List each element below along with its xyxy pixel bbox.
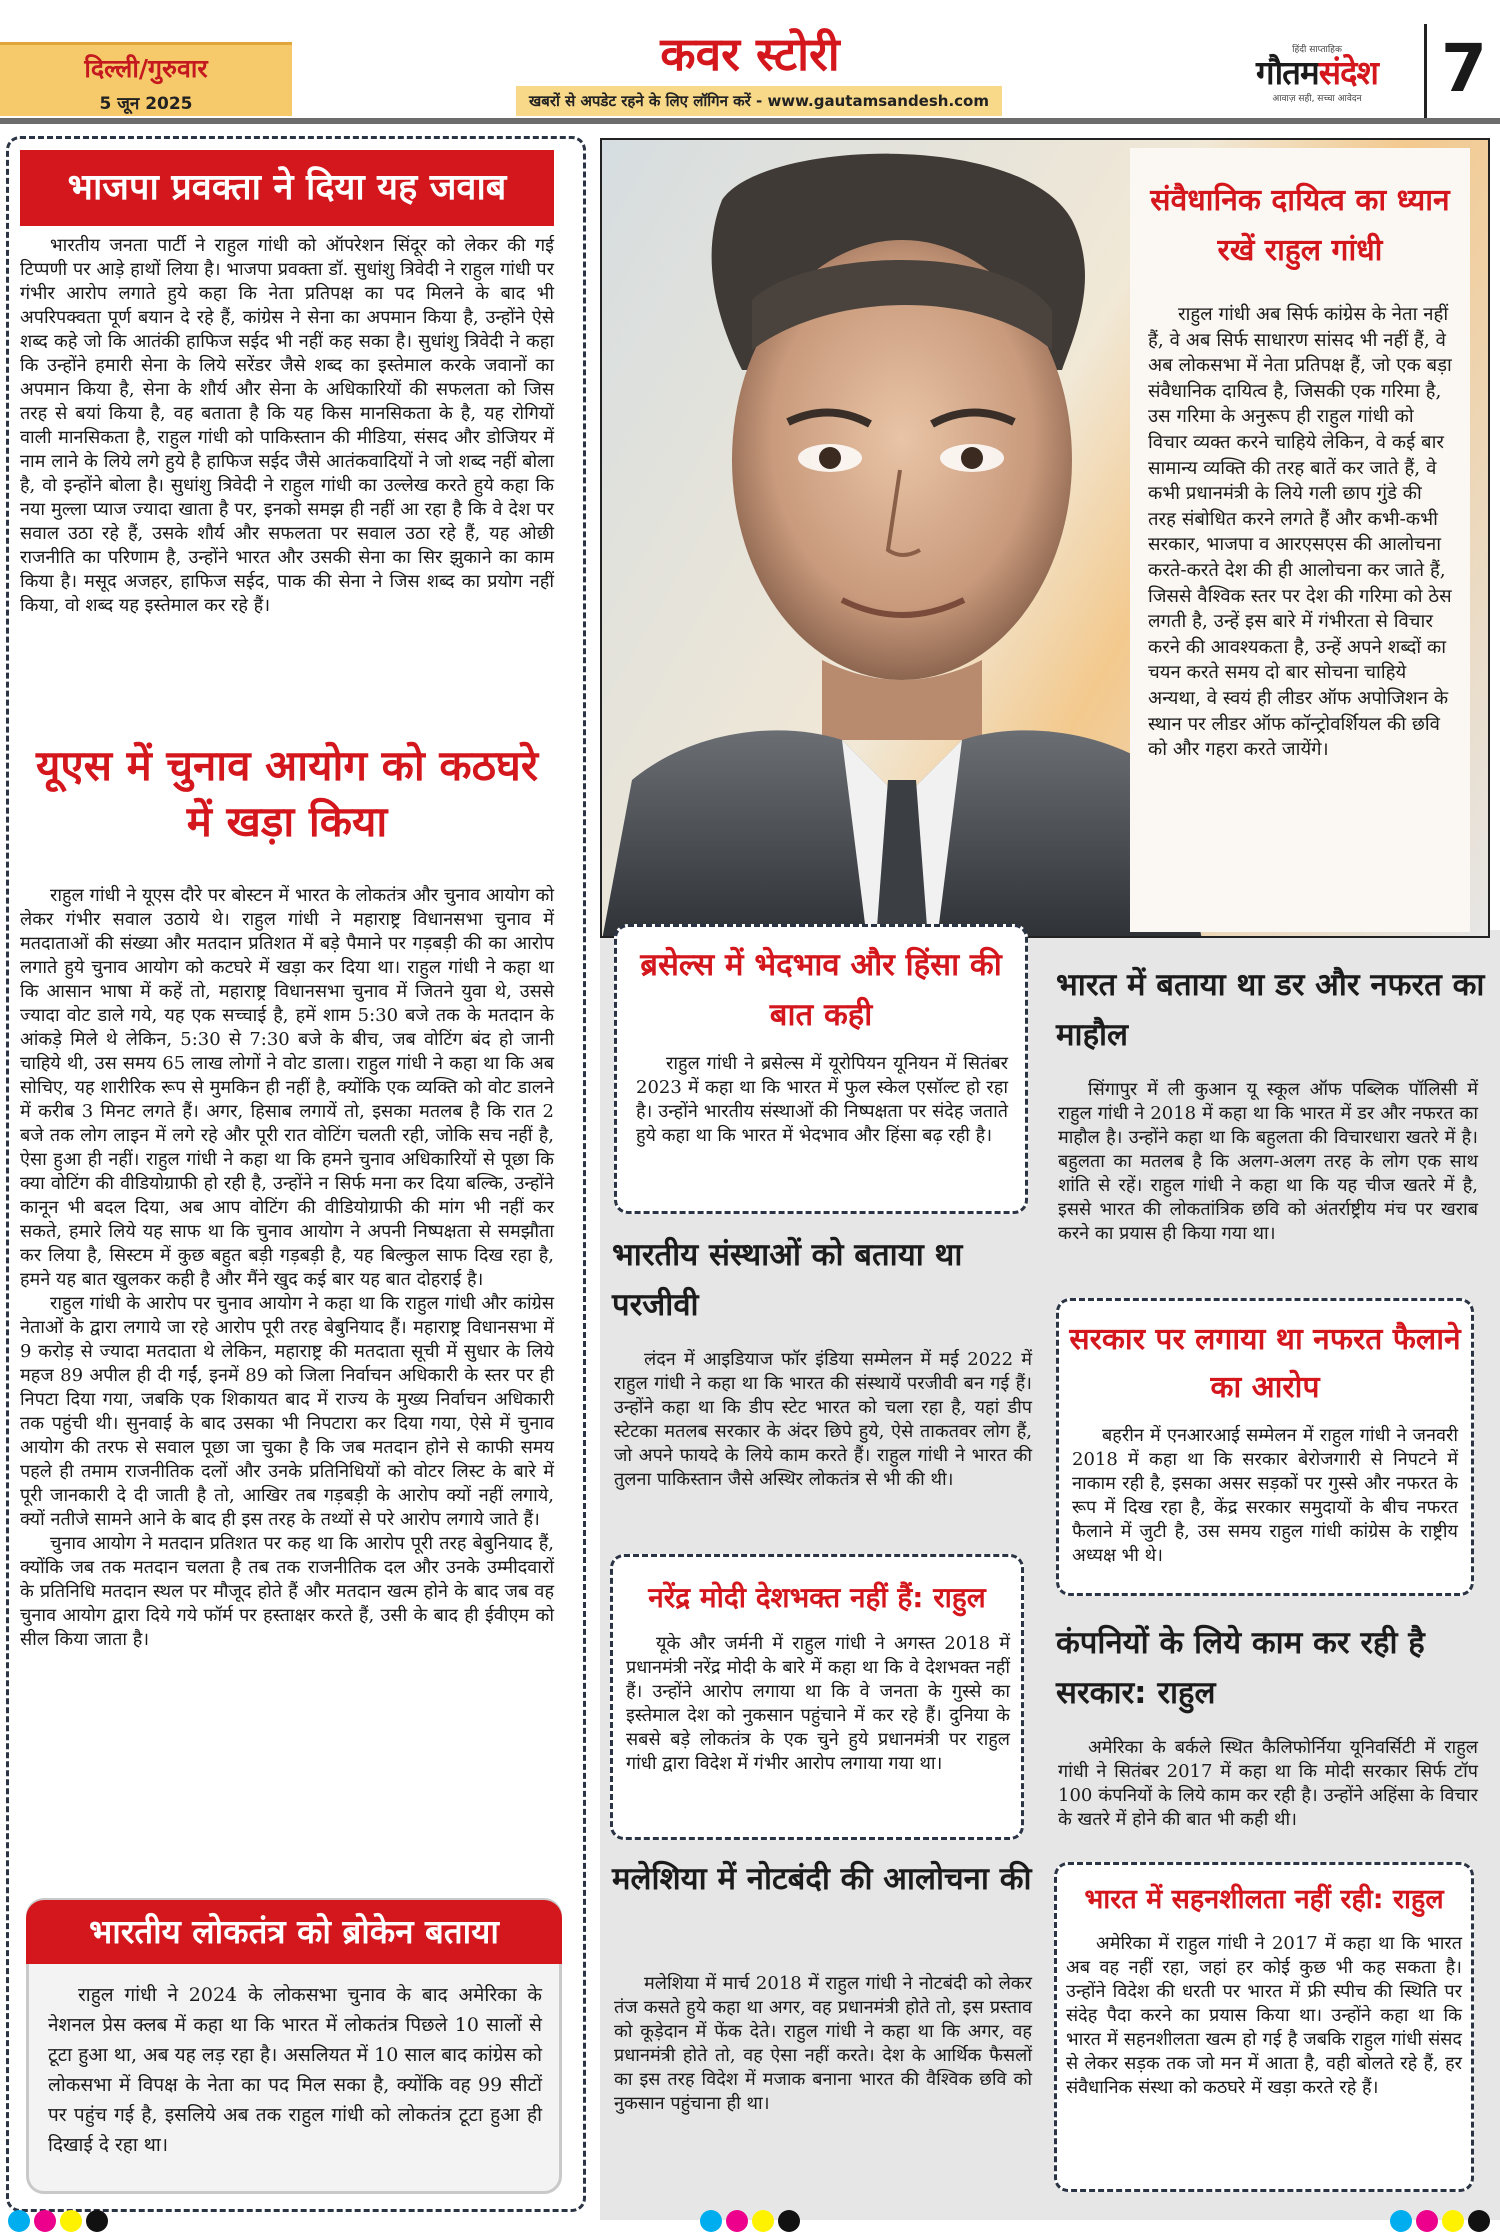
bjp-body [20, 234, 554, 618]
brand-part2: संदेश [1318, 53, 1378, 92]
modi-paragraph: यूके और जर्मनी में राहुल गांधी ने अगस्त 2018 में प्रधानमंत्री नरेंद्र मोदी के बारे में कहा था कि वे देशभक्त नहीं हैं। उन्होंने आरोप लगाया था कि वे जनता के गुस्से का इस्तेमाल देश को नुकसान पहुंचाने में कर रहे हैं। दुनिया के सबसे बड़े लोकतंत्र के एक चुने हुये प्रधानमंत्री पर राहुल गांधी द्वारा विदेश में गंभीर आरोप लगाया गया था। [626, 1633, 1010, 1774]
broken-democracy-heading: भारतीय लोकतंत्र को ब्रोकेन बताया [26, 1900, 562, 1964]
parasite-body [614, 1348, 1032, 1492]
issue-date: 5 जून 2025 [99, 94, 193, 114]
companies-heading: कंपनियों के लिये काम कर रही है सरकार: राहुल [1056, 1625, 1425, 1711]
constitutional-body [1148, 302, 1454, 763]
page-number: 7 [1441, 30, 1487, 107]
black-dot [1468, 2210, 1490, 2232]
tolerance-body [1066, 1932, 1462, 2100]
header-rule [0, 118, 1500, 124]
us-ec-paragraph-2: राहुल गांधी के आरोप पर चुनाव आयोग ने कहा था कि राहुल गांधी और कांग्रेस नेताओं के द्वारा लगाये जा रहे आरोप पूरी तरह बेबुनियाद हैं। महाराष्ट्र विधानसभा में 9 करोड़ से ज्यादा मतदाता थे लेकिन, महाराष्ट्र की मतदाता सूची में सुधार के लिये महज 89 अपील ही दी गईं, इनमें 89 को जिला निर्वाचन अधिकारी के स्तर पर ही निपटा दिया गया, जबकि एक शिकायत बाद में राज्य के मुख्य निर्वाचन अधिकारी तक पहुंची थी। सुनवाई के बाद उसका भी निपटारा कर दिया गया, ऐसे में चुनाव आयोग की तरफ से सवाल पूछा जा चुका है कि जब मतदान होने से काफी समय पहले ही तमाम राजनीतिक दलों और उनके प्रतिनिधियों को वोटर लिस्ट के बारे में पूरी जानकारी दे दी जाती है तो, आखिर तब गड़बड़ी के आरोप क्यों नहीं लगाये, क्यों नतीजे सामने आने के बाद ही इस तरह के तथ्यों से परे आरोप लगाये जाते हैं। [20, 1293, 554, 1530]
hate-govt-body [1072, 1424, 1458, 1568]
brussels-heading: ब्रसेल्स में भेदभाव और हिंसा की बात कही [640, 947, 1002, 1033]
us-ec-body [20, 884, 554, 1652]
magenta-dot [1416, 2210, 1438, 2232]
fear-hate-body [1058, 1078, 1478, 1246]
modi-heading: नरेंद्र मोदी देशभक्त नहीं हैं: राहुल [648, 1581, 986, 1614]
magenta-dot [34, 2210, 56, 2232]
broken-democracy-body [48, 1980, 542, 2160]
us-ec-paragraph-3: चुनाव आयोग ने मतदान प्रतिशत पर कह था कि आरोप पूरी तरह बेबुनियाद हैं, क्योंकि जब तक मतदान चलता है तब तक राजनीतिक दल और उनके उम्मीदवारों के प्रतिनिधि मतदान स्थल पर मौजूद होते हैं और मतदान खत्म होने के बाद जब वह चुनाव आयोग द्वारा दिये गये फॉर्म पर हस्ताक्षर करते हैं, उसी के बाद ही ईवीएम को सील किया जाता है। [20, 1533, 554, 1650]
date-place: दिल्ली/गुरुवार [84, 54, 208, 83]
malaysia-heading: मलेशिया में नोटबंदी की आलोचना की [612, 1861, 1032, 1897]
fear-hate-heading: भारत में बताया था डर और नफरत का माहौल [1056, 967, 1485, 1053]
tolerance-paragraph: अमेरिका में राहुल गांधी ने 2017 में कहा था कि भारत अब वह नहीं रहा, जहां हर कोई कुछ भी कह सकता है। उन्होंने विदेश की धरती पर भारत में फ्री स्पीच की स्थिति पर संदेह पैदा करने का प्रयास किया था। उन्होंने कहा था कि भारत में सहनशीलता खत्म हो गई है जबकि राहुल गांधी संसद से लेकर सड़क तक जो मन में आता है, वही बोलते रहे हैं, हर संवैधानिक संस्था को कठघरे में खड़ा करते रहे हैं। [1066, 1933, 1462, 2098]
yellow-dot [752, 2210, 774, 2232]
parasite-heading: भारतीय संस्थाओं को बताया था परजीवी [612, 1237, 963, 1323]
hate-govt-paragraph: बहरीन में एनआरआई सम्मेलन में राहुल गांधी ने जनवरी 2018 में कहा था कि सरकार बेरोजगारी से निपटने में नाकाम रही है, इसका असर सड़कों पर गुस्से और नफरत के रूप में दिख रहा है, केंद्र सरकार समुदायों के बीच नफरत फैलाने में जुटी है, उस समय राहुल गांधी कांग्रेस के राष्ट्रीय अध्यक्ष भी थे। [1072, 1425, 1458, 1566]
parasite-paragraph: लंदन में आइडियाज फॉर इंडिया सम्मेलन में मई 2022 में राहुल गांधी ने कहा था कि भारत की संस्थायें परजीवी बन गई हैं। उन्होंने कहा था कि डीप स्टेट भारत को चला रहा है, यहां डीप स्टेटका मतलब सरकार के अंदर छिपे हुये, ऐसे ताकतवर लोग हैं, जो अपने फायदे के लिये काम करते हैं। राहुल गांधी ने भारत की तुलना पाकिस्तान जैसे अस्थिर लोकतंत्र से भी की थी। [614, 1349, 1032, 1490]
bjp-paragraph: भारतीय जनता पार्टी ने राहुल गांधी को ऑपरेशन सिंदूर को लेकर की गई टिप्पणी पर आड़े हाथों लिया है। भाजपा प्रवक्ता डॉ. सुधांशु त्रिवेदी ने राहुल गांधी पर गंभीर आरोप लगाते हुये कहा कि नेता प्रतिपक्ष का पद मिलने के बाद भी अपरिपक्वता पूर्ण बयान दे रहे हैं, कांग्रेस ने सेना का अपमान किया है, उन्होंने ऐसे शब्द कहे जो कि आतंकी हाफिज सईद भी नहीं कह सका है। सुधांशु त्रिवेदी ने कहा कि उन्होंने हमारी सेना के लिये सरेंडर जैसे शब्द का इस्तेमाल करके जवानों का अपमान किया है, सेना के शौर्य और सेना के अधिकारियों की सफलता को जिस तरह से बयां किया है, वह बताता है कि यह किस मानसिकता के है, यह रोगियों वाली मानसिकता है, राहुल गांधी को पाकिस्तान की मीडिया, संसद और डोजियर में नाम लाने के लिये लगे हुये है हाफिज सईद जैसे आतंकवादियों ने जो शब्द नहीं बोला है, वो इन्होंने बोला है। सुधांशु त्रिवेदी ने राहुल गांधी का उल्लेख करते हुये कहा कि नया मुल्ला प्याज ज्यादा खाता है पर, इनको समझ ही नहीं आ रहा है कि वे देश पर सवाल उठा रहे हैं, उसके शौर्य और सफलता पर सवाल उठा रहे हैं, यह ओछी राजनीति का परिणाम है, उन्होंने भारत और उसकी सेना का सिर झुकाने का काम किया है। मसूद अजहर, हाफिज सईद, पाक की सेना ने जिस शब्द का प्रयोग नहीं किया, वो शब्द यह इस्तेमाल कर रहे हैं। [20, 235, 554, 616]
registration-marks [0, 2210, 1500, 2233]
brand-tagline: आवाज़ सही, सच्चा आवेदन [1272, 94, 1362, 104]
yellow-dot [1442, 2210, 1464, 2232]
constitutional-paragraph: राहुल गांधी अब सिर्फ कांग्रेस के नेता नहीं हैं, वे अब सिर्फ साधारण सांसद भी नहीं हैं, वे अब लोकसभा में नेता प्रतिपक्ष हैं, जो एक बड़ा संवैधानिक दायित्व है, जिसकी एक गरिमा है, उस गरिमा के अनुरूप ही राहुल गांधी को विचार व्यक्त करने चाहिये लेकिन, वे कई बार सामान्य व्यक्ति की तरह बातें कर जाते हैं, वे कभी प्रधानमंत्री के लिये गली छाप गुंडे की तरह संबोधित करने लगते हैं और कभी-कभी सरकार, भाजपा व आरएसएस की आलोचना करते-करते देश की ही आलोचना कर जाते हैं, जिससे वैश्विक स्तर पर देश की गरिमा को ठेस लगती है, उन्हें इस बारे में गंभीरता से विचार करने की आवश्यकता है, उन्हें अपने शब्दों का चयन करते समय दो बार सोचना चाहिये अन्यथा, वे स्वयं ही लीडर ऑफ अपोजिशन के स्थान पर लीडर ऑफ कॉन्ट्रोवर्शियल की छवि को और गहरा करते जायेंगे। [1148, 304, 1452, 761]
magenta-dot [726, 2210, 748, 2232]
black-dot [86, 2210, 108, 2232]
date-block [0, 42, 292, 116]
brand-small: हिंदी साप्ताहिक [1292, 45, 1342, 55]
header-divider [1424, 24, 1427, 120]
brand-logo [1224, 42, 1410, 112]
companies-paragraph: अमेरिका के बर्कले स्थित कैलिफोर्निया यूनिवर्सिटी में राहुल गांधी ने सितंबर 2017 में कहा था कि मोदी सरकार सिर्फ टॉप 100 कंपनियों के लिये काम कर रही है। उन्होंने अहिंसा के विचार के खतरे में होने की बात भी कही थी। [1058, 1737, 1478, 1830]
bjp-heading: भाजपा प्रवक्ता ने दिया यह जवाब [20, 150, 554, 226]
us-ec-paragraph-1: राहुल गांधी ने यूएस दौरे पर बोस्टन में भारत के लोकतंत्र और चुनाव आयोग को लेकर गंभीर सवाल उठाये थे। राहुल गांधी ने महाराष्ट्र विधानसभा चुनाव में मतदाताओं की संख्या और मतदान प्रतिशत में बड़े पैमाने पर गड़बड़ी की का आरोप लगाते हुये चुनाव आयोग को कटघरे में खड़ा कर दिया था। राहुल गांधी ने कहा था कि आसान भाषा में कहें तो, महाराष्ट्र विधानसभा चुनाव में जितने युवा थे, उससे ज्यादा वोट डाले गये, यह एक सच्चाई है, हमें शाम 5:30 बजे तक के मतदान के आंकड़े मिले थे लेकिन, 5:30 से 7:30 बजे के बीच, जब वोटिंग बंद हो जानी चाहिये थी, उस समय 65 लाख लोगों ने वोट डाला। राहुल गांधी ने कहा था कि अब सोचिए, यह शारीरिक रूप से मुमकिन ही नहीं है, क्योंकि एक व्यक्ति को वोट डालने में करीब 3 मिनट लगते हैं। अगर, हिसाब लगायें तो, इसका मतलब है कि रात 2 बजे तक लोग लाइन में लगे रहे और पूरी रात वोटिंग चलती रही, जोकि सच नहीं है, ऐसा हुआ ही नहीं। राहुल गांधी ने कहा था कि हमने चुनाव अधिकारियों से पूछा कि क्या वोटिंग की वीडियोग्राफी हो रही है, उन्होंने न सिर्फ मना कर दिया बल्कि, उन्होंने कानून भी बदल दिया, अब आप वोटिंग की वीडियोग्राफी की मांग भी नहीं कर सकते, हमारे लिये यह साफ था कि चुनाव आयोग ने अपनी निष्पक्षता से समझौता कर लिया है, सिस्टम में कुछ बहुत बड़ी गड़बड़ी है, यह बिल्कुल साफ दिख रहा है, हमने यह बात खुलकर कही है और मैंने खुद कई बार यह बात दोहराई है। [20, 885, 554, 1290]
us-ec-heading: यूएस में चुनाव आयोग को कठघरे में खड़ा किया [35, 741, 538, 846]
section-title: कवर स्टोरी [660, 27, 840, 81]
website-strip[interactable]: खबरों से अपडेट रहने के लिए लॉगिन करें - www.gautamsandesh.com [516, 86, 1002, 116]
hate-govt-heading: सरकार पर लगाया था नफरत फैलाने का आरोप [1069, 1322, 1461, 1405]
cyan-dot [8, 2210, 30, 2232]
black-dot [778, 2210, 800, 2232]
cyan-dot [700, 2210, 722, 2232]
modi-body [626, 1632, 1010, 1776]
malaysia-body [614, 1972, 1032, 2116]
brussels-body [636, 1052, 1008, 1148]
cyan-dot [1390, 2210, 1412, 2232]
malaysia-paragraph: मलेशिया में मार्च 2018 में राहुल गांधी ने नोटबंदी को लेकर तंज कसते हुये कहा था अगर, वह प्रधानमंत्री होते तो, इस प्रस्ताव को कूड़ेदान में फेंक देते। राहुल गांधी ने कहा था कि अगर, वह प्रधानमंत्री होते तो, वह ऐसा नहीं करते। देश के आर्थिक फैसलों का इस तरह विदेश में मजाक बनाना भारत की वैश्विक छवि को नुकसान पहुंचाना ही था। [614, 1973, 1032, 2114]
yellow-dot [60, 2210, 82, 2232]
brussels-paragraph: राहुल गांधी ने ब्रसेल्स में यूरोपियन यूनियन में सितंबर 2023 में कहा था कि भारत में फुल स्केल एसॉल्ट हो रहा है। उन्होंने भारतीय संस्थाओं की निष्पक्षता पर संदेह जताते हुये कहा था कि भारत में भेदभाव और हिंसा बढ़ रही है। [636, 1053, 1008, 1146]
tolerance-heading: भारत में सहनशीलता नहीं रही: राहुल [1084, 1884, 1444, 1915]
broken-democracy-paragraph: राहुल गांधी ने 2024 के लोकसभा चुनाव के बाद अमेरिका के नेशनल प्रेस क्लब में कहा था कि भारत में लोकतंत्र पिछले 10 सालों से टूटा हुआ था, अब यह लड़ रहा है। असलियत में 10 साल बाद कांग्रेस को लोकसभा में विपक्ष के नेता का पद मिल सका है, क्योंकि वह 99 सीटों पर पहुंच गई है, इसलिये अब तक राहुल गांधी को लोकतंत्र टूटा हुआ ही दिखाई दे रहा था। [48, 1984, 542, 2156]
brand-part1: गौतम [1256, 53, 1319, 92]
fear-hate-paragraph: सिंगापुर में ली कुआन यू स्कूल ऑफ पब्लिक पॉलिसी में राहुल गांधी ने 2018 में कहा था कि भारत में डर और नफरत का माहौल है। उन्होंने कहा था कि बहुलता की विचारधारा खतरे में है। बहुलता का मतलब है कि अलग-अलग तरह के लोग एक साथ शांति से रहें। राहुल गांधी ने कहा था कि यह चीज खतरे में है, इससे भारत की लोकतांत्रिक छवि को अंतर्राष्ट्रीय मंच पर खराब करने का प्रयास ही किया गया था। [1058, 1079, 1478, 1244]
companies-body [1058, 1736, 1478, 1832]
constitutional-heading: संवैधानिक दायित्व का ध्यान रखें राहुल गांधी [1150, 183, 1450, 268]
